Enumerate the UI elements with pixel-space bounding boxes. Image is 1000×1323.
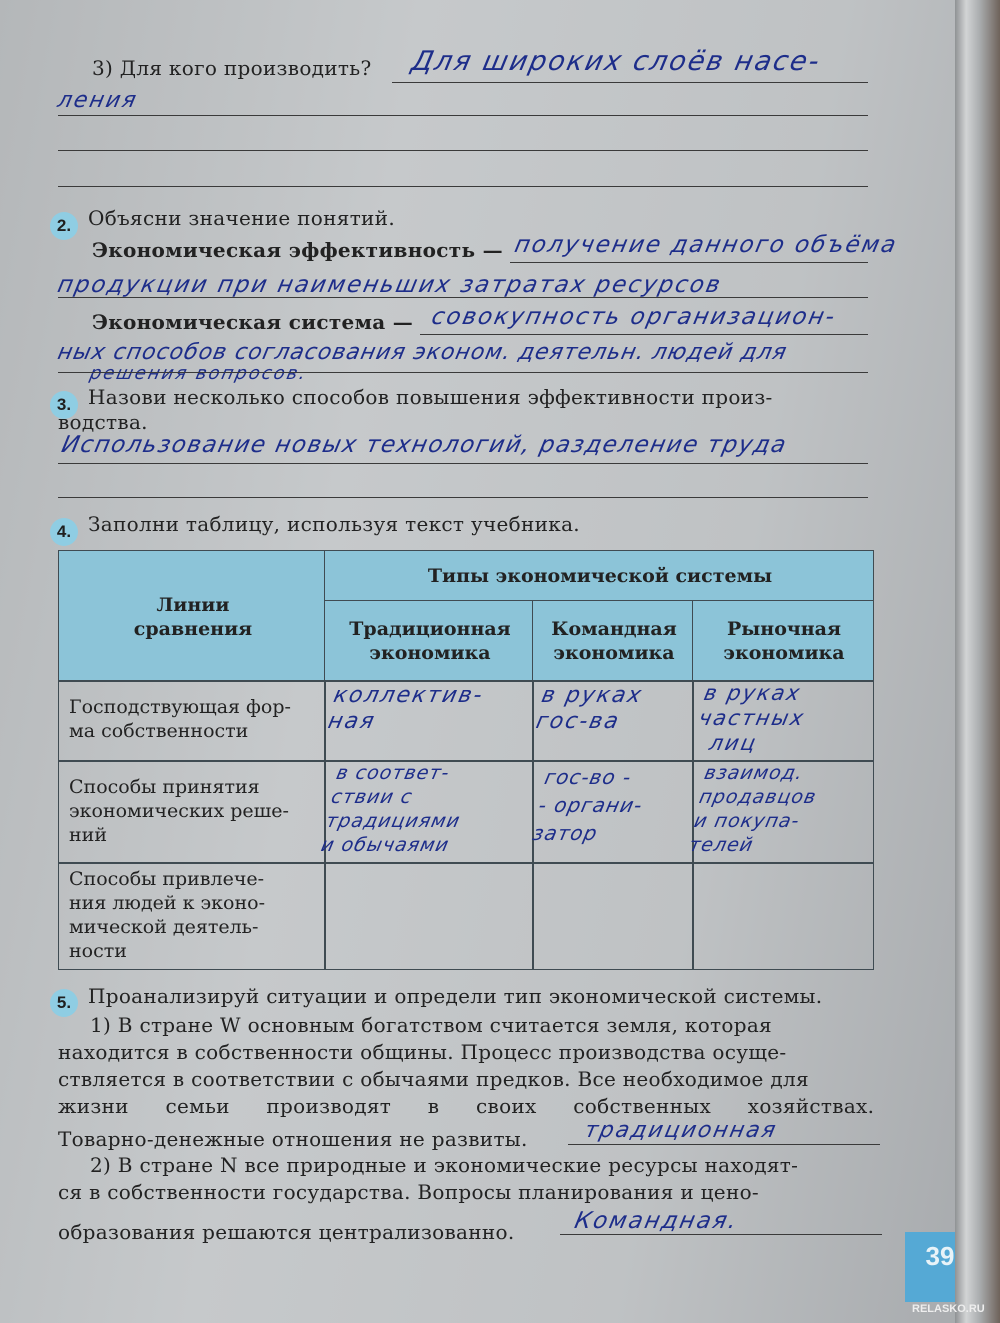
handwritten-answer: ления	[55, 88, 141, 113]
handwritten-cell-text: гос-во -	[542, 765, 635, 789]
table-header-command	[532, 600, 694, 682]
row-label-text: ности	[69, 940, 127, 962]
task-title: Проанализируй ситуации и определи тип экономической системы.	[88, 984, 823, 1008]
header-text: Традиционная	[349, 618, 511, 640]
table-row-label	[58, 760, 326, 864]
row-label-text: Господствующая фор-	[69, 696, 291, 718]
handwritten-cell-text: частных	[696, 706, 808, 730]
economic-systems-table	[58, 550, 874, 970]
answer-line	[568, 1144, 880, 1145]
handwritten-cell-text: традициями	[324, 810, 463, 832]
situation-text: 2) В стране N все природные и экономические ресурсы находят-	[90, 1153, 799, 1177]
question-label: 3) Для кого производить?	[92, 56, 372, 80]
handwritten-cell-text: взаимод.	[702, 762, 806, 784]
handwritten-cell-text: в руках	[701, 681, 804, 705]
header-text: Командная	[551, 618, 677, 640]
task-title: Назови несколько способов повышения эффективности произ-	[88, 385, 773, 409]
table-header-market	[692, 600, 874, 682]
watermark: RELASKO.RU	[912, 1303, 985, 1315]
table-cell	[324, 680, 534, 762]
table-header-types	[324, 550, 874, 602]
table-row-label	[58, 680, 326, 762]
table-cell-empty	[324, 862, 534, 970]
answer-line	[58, 463, 868, 464]
handwritten-cell-text: затор	[530, 821, 601, 845]
situation-text: Товарно-денежные отношения не развиты.	[58, 1127, 528, 1151]
handwritten-cell-text: и обычаями	[319, 834, 452, 856]
answer-line	[58, 115, 868, 116]
table-cell-empty	[692, 862, 874, 970]
header-text: сравнения	[133, 618, 253, 640]
handwritten-cell-text: коллектив-	[331, 683, 487, 708]
table-cell-empty	[532, 862, 694, 970]
handwritten-cell-text: гос-ва	[533, 709, 623, 734]
handwritten-cell-text: ствии с	[329, 786, 415, 808]
term-label: Экономическая эффективность —	[92, 238, 503, 262]
handwritten-cell-text: продавцов	[697, 786, 819, 808]
handwritten-cell-text: ная	[325, 709, 379, 734]
situation-text: ствляется в соответствии с обычаями предков. Все необходимое для	[58, 1067, 809, 1091]
handwritten-answer: получение данного объёма	[512, 232, 901, 258]
answer-line	[58, 372, 868, 373]
answer-line	[420, 334, 868, 335]
situation-text: находится в собственности общины. Процесс производства осуще-	[58, 1040, 787, 1064]
handwritten-answer: Для широких слоёв насе-	[408, 46, 824, 77]
row-label-text: ма собственности	[69, 720, 249, 742]
answer-line	[58, 297, 868, 298]
handwritten-cell-text: и покупа-	[692, 810, 802, 832]
header-text: Рыночная	[726, 618, 842, 640]
handwritten-cell-text: в соответ-	[334, 762, 452, 784]
answer-line	[58, 497, 868, 498]
handwritten-answer: продукции при наименьших затратах ресурсов	[55, 272, 725, 298]
answer-line	[510, 262, 868, 263]
handwritten-answer: решения вопросов.	[87, 363, 310, 384]
situation-text: ся в собственности государства. Вопросы планирования и цено-	[58, 1180, 759, 1204]
header-text: Типы экономической системы	[427, 565, 773, 587]
handwritten-cell-text: лиц	[707, 731, 760, 755]
row-label-text: мической деятель-	[69, 916, 259, 938]
header-text: экономика	[553, 642, 675, 664]
task-title: Заполни таблицу, используя текст учебника.	[88, 512, 580, 536]
header-text: Линии	[156, 594, 230, 616]
task-number-badge: 5.	[50, 989, 78, 1017]
task-title: Объясни значение понятий.	[88, 206, 395, 230]
task-title: водства.	[58, 410, 148, 434]
answer-line	[560, 1234, 882, 1235]
task-number-badge: 2.	[50, 212, 78, 240]
table-cell	[532, 680, 694, 762]
table-row-label	[58, 862, 326, 970]
handwritten-answer: Командная.	[572, 1208, 741, 1234]
page-number: 39	[905, 1232, 975, 1302]
situation-text: 1) В стране W основным богатством считается земля, которая	[90, 1013, 772, 1037]
handwritten-cell-text: телей	[687, 834, 756, 856]
answer-line	[392, 82, 868, 83]
book-page-edges	[955, 0, 1000, 1323]
table-cell	[687, 760, 874, 864]
task-number-badge: 3.	[50, 391, 78, 419]
handwritten-answer: традиционная	[582, 1118, 780, 1143]
table-header-comparison	[58, 550, 326, 682]
term-label: Экономическая система —	[92, 310, 414, 334]
handwritten-answer: Использование новых технологий, разделение труда	[59, 432, 790, 458]
table-header-traditional	[324, 600, 534, 682]
row-label-text: экономических реше-	[69, 800, 289, 822]
header-text: экономика	[369, 642, 491, 664]
handwritten-answer: ных способов согласования эконом. деятельн. людей для	[55, 340, 790, 365]
table-cell	[532, 760, 694, 864]
header-text: экономика	[723, 642, 845, 664]
row-label-text: ния людей к эконо-	[69, 892, 266, 914]
row-label-text: ний	[69, 824, 107, 846]
situation-text: жизни семьи производят в своих собственных хозяйствах.	[58, 1094, 875, 1118]
handwritten-cell-text: в руках	[539, 683, 646, 708]
table-cell	[319, 760, 534, 864]
situation-text: образования решаются централизованно.	[58, 1220, 515, 1244]
answer-line	[58, 186, 868, 187]
table-cell	[692, 680, 874, 762]
row-label-text: Способы принятия	[69, 776, 260, 798]
handwritten-answer: совокупность организацион-	[429, 304, 839, 330]
answer-line	[58, 150, 868, 151]
handwritten-cell-text: - органи-	[536, 793, 646, 817]
row-label-text: Способы привлече-	[69, 868, 265, 890]
task-number-badge: 4.	[50, 518, 78, 546]
